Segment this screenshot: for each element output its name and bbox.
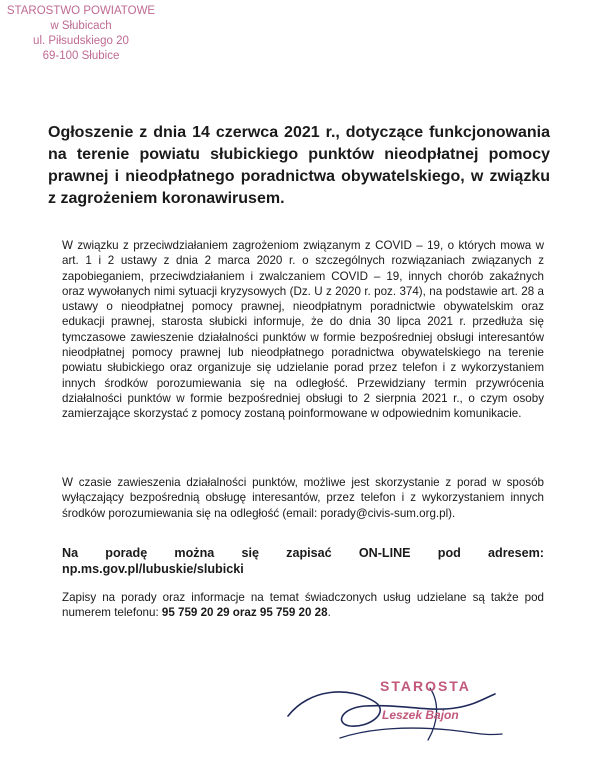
- phone-info-end: .: [327, 606, 331, 620]
- stamp-line-city: w Słubicach: [50, 20, 112, 32]
- stamp-line-postcode: 69-100 Słubice: [42, 50, 120, 62]
- phone-numbers: 95 759 20 29 oraz 95 759 20 28: [161, 606, 328, 620]
- stamp-line-street: ul. Piłsudskiego 20: [33, 35, 129, 47]
- paragraph-main: W związku z przeciwdziałaniem zagrożeniom związanym z COVID – 19, o których mowa w art. 1 i 2 ustawy z dnia 2 marca 2020 r. o szczególnych rozwiązaniach związanych z zapobieganiem, przeciwdziałaniem i zwalczaniem COVID – 19, innych chorób zakaźnych oraz wywołanych nimi sytuacji kryzysowych (Dz. U z 2020 r. poz. 374), na podstawie art. 28 a ustawy o nieodpłatnej pomocy prawnej, nieodpłatnym poradnictwie obywatelskim oraz edukacji prawnej, starosta słubicki informuje, że do dnia 30 lipca 2021 r. przedłuża się tymczasowe zawieszenie działalności punktów w formie bezpośredniej obsługi interesantów nieodpłatnej pomocy prawnej lub nieodpłatnego poradnictwa obywatelskiego na terenie powiatu słubickiego oraz organizuje się udzielanie porad przez telefon i z wykorzystaniem innych środków porozumiewania się na odległość. Przewidziany termin przywrócenia działalności punktów w formie bezpośredniej obsługi to 2 sierpnia 2021 r., o czym osoby zamierzające skorzystać z pomocy zostaną poinformowane w odpowiednim komunikacie.: [62, 239, 544, 421]
- registration-address: np.ms.gov.pl/lubuskie/slubicki: [62, 562, 244, 576]
- paragraph-phone-info: [62, 590, 544, 621]
- stamp-line-office: STAROSTWO POWIATOWE: [6, 5, 156, 17]
- office-stamp: [6, 4, 156, 64]
- signature-title: STAROSTA: [380, 678, 471, 694]
- announcement-title: Ogłoszenie z dnia 14 czerwca 2021 r., dotyczące funkcjonowania na terenie powiatu słubickiego punktów nieodpłatnej pomocy prawnej i nieodpłatnego poradnictwa obywatelskiego, w związku z zagrożeniem koronawirusem.: [48, 124, 550, 207]
- paragraph-remote-advice: W czasie zawieszenia działalności punktów, możliwe jest skorzystanie z porad w sposób wyłączający bezpośrednią obsługę interesantów, przez telefon i z wykorzystaniem innych środków porozumiewania się na odległość (email: porady@civis-sum.org.pl).: [62, 476, 544, 520]
- online-registration-text: Na poradę można się zapisać ON-LINE pod adresem:: [62, 546, 544, 560]
- signature-name: Leszek Bajon: [382, 708, 459, 722]
- paragraph-online-registration: [62, 545, 544, 577]
- phone-info-text: Zapisy na porady oraz informacje na temat świadczonych usług udzielane są także pod numerem telefonu:: [62, 591, 544, 620]
